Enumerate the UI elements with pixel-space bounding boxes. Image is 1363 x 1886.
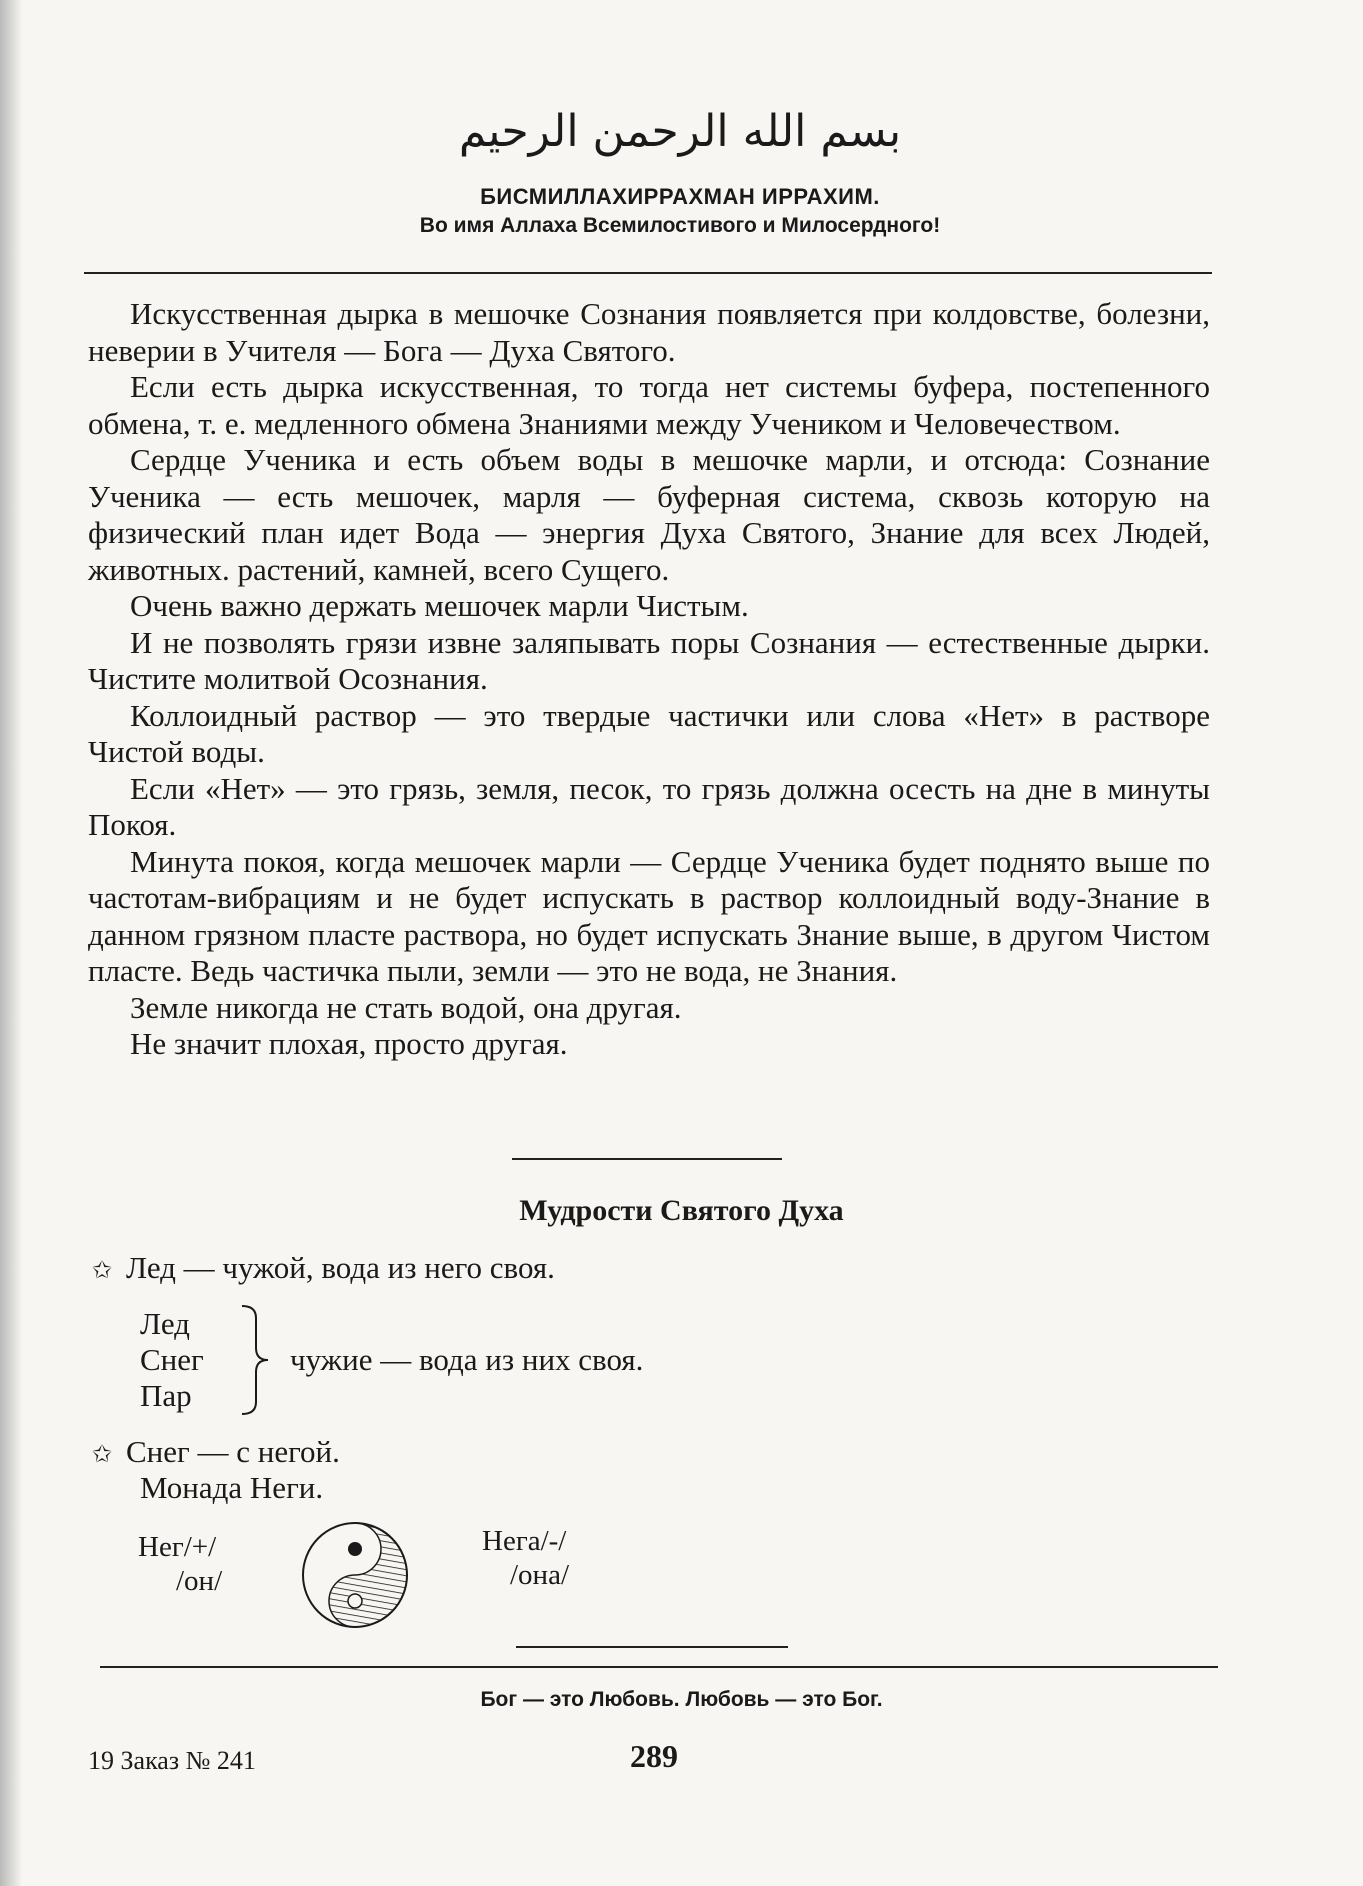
section-title: Мудрости Святого Духа: [519, 1194, 844, 1227]
wisdom-item-snow: [92, 1434, 340, 1473]
header-title: БИСМИЛЛАХИРРАХМАН ИРРАХИМ.: [480, 184, 880, 209]
footer-motto: Бог — это Любовь. Любовь — это Бог.: [480, 1688, 883, 1711]
paragraph: Искусственная дырка в мешочке Сознания появляется при колдовстве, болезни, неверии в Учителя — Бога — Духа Святого.: [88, 296, 1210, 368]
bismillah-calligraphy: [458, 80, 902, 180]
group-word: Снег: [140, 1342, 204, 1377]
group-word: Лед: [140, 1306, 190, 1341]
paragraph: Если «Нет» — это грязь, земля, песок, то грязь должна осесть на дне в минуты Покоя.: [88, 770, 1210, 842]
calligraphy-text: بسم الله الرحمن الرحيم: [458, 106, 902, 157]
paragraph: И не позволять грязи извне заляпывать поры Сознания — естественные дырки. Чистите молитвой Осознания.: [88, 624, 1210, 696]
paragraph: Очень важно держать мешочек марли Чистым.: [130, 588, 749, 623]
wisdom-item-ice: [92, 1250, 555, 1289]
curly-brace-icon: [236, 1304, 276, 1416]
order-number: 19 Заказ № 241: [88, 1746, 256, 1775]
paragraph: Не значит плохая, просто другая.: [130, 1026, 568, 1061]
header-subtitle: Во имя Аллаха Всемилостивого и Милосердного!: [419, 214, 941, 237]
section-divider: [512, 1158, 782, 1160]
header-rule: [84, 272, 1212, 274]
wisdom-text: Снег — с негой.: [126, 1434, 340, 1469]
right-label: /она/: [510, 1559, 570, 1591]
paragraph: Сердце Ученика и есть объем воды в мешочке марли, и отсюда: Сознание Ученика — есть мешочек, марля — буферная система, сквозь которую на физический план идет Вода — энергия Духа Святого, Знание для всех Людей, животных. растений, камней, всего Сущего.: [88, 442, 1210, 587]
footer-rule: [100, 1666, 1218, 1668]
page-number: 289: [630, 1738, 678, 1774]
paragraph: Земле никогда не стать водой, она другая.: [130, 989, 682, 1025]
page-header: [80, 80, 1280, 238]
body-text: [88, 296, 1210, 1063]
right-label: Нега/-/: [482, 1525, 567, 1557]
wisdom-text: Лед — чужой, вода из него своя.: [126, 1250, 555, 1285]
wisdom-text: Монада Неги.: [140, 1470, 324, 1505]
left-label: Нег/+/: [138, 1531, 217, 1563]
yin-yang-icon: [300, 1520, 410, 1630]
left-label: /он/: [176, 1565, 223, 1597]
page-edge-shadow: [0, 0, 22, 1886]
group-word: Пар: [140, 1378, 192, 1413]
section-divider: [516, 1646, 788, 1648]
group-text: чужие — вода из них своя.: [290, 1342, 644, 1377]
paragraph: Коллоидный раствор — это твердые частички или слова «Нет» в растворе Чистой воды.: [88, 697, 1210, 769]
paragraph: Минута покоя, когда мешочек марли — Сердце Ученика будет поднято выше по частотам-вибрациям и не будет испускать в раствор коллоидный воду-Знание в данном грязном пласте раствора, но будет испускать Знание выше, в другом Чистом пласте. Ведь частичка пыли, земли — это не вода, не Знания.: [88, 843, 1210, 988]
paragraph: Если есть дырка искусственная, то тогда нет системы буфера, постепенного обмена, т. е. медленного обмена Знаниями между Учеником и Человечеством.: [88, 369, 1210, 441]
star-icon: ✩: [92, 1442, 113, 1468]
star-icon: ✩: [92, 1258, 113, 1284]
